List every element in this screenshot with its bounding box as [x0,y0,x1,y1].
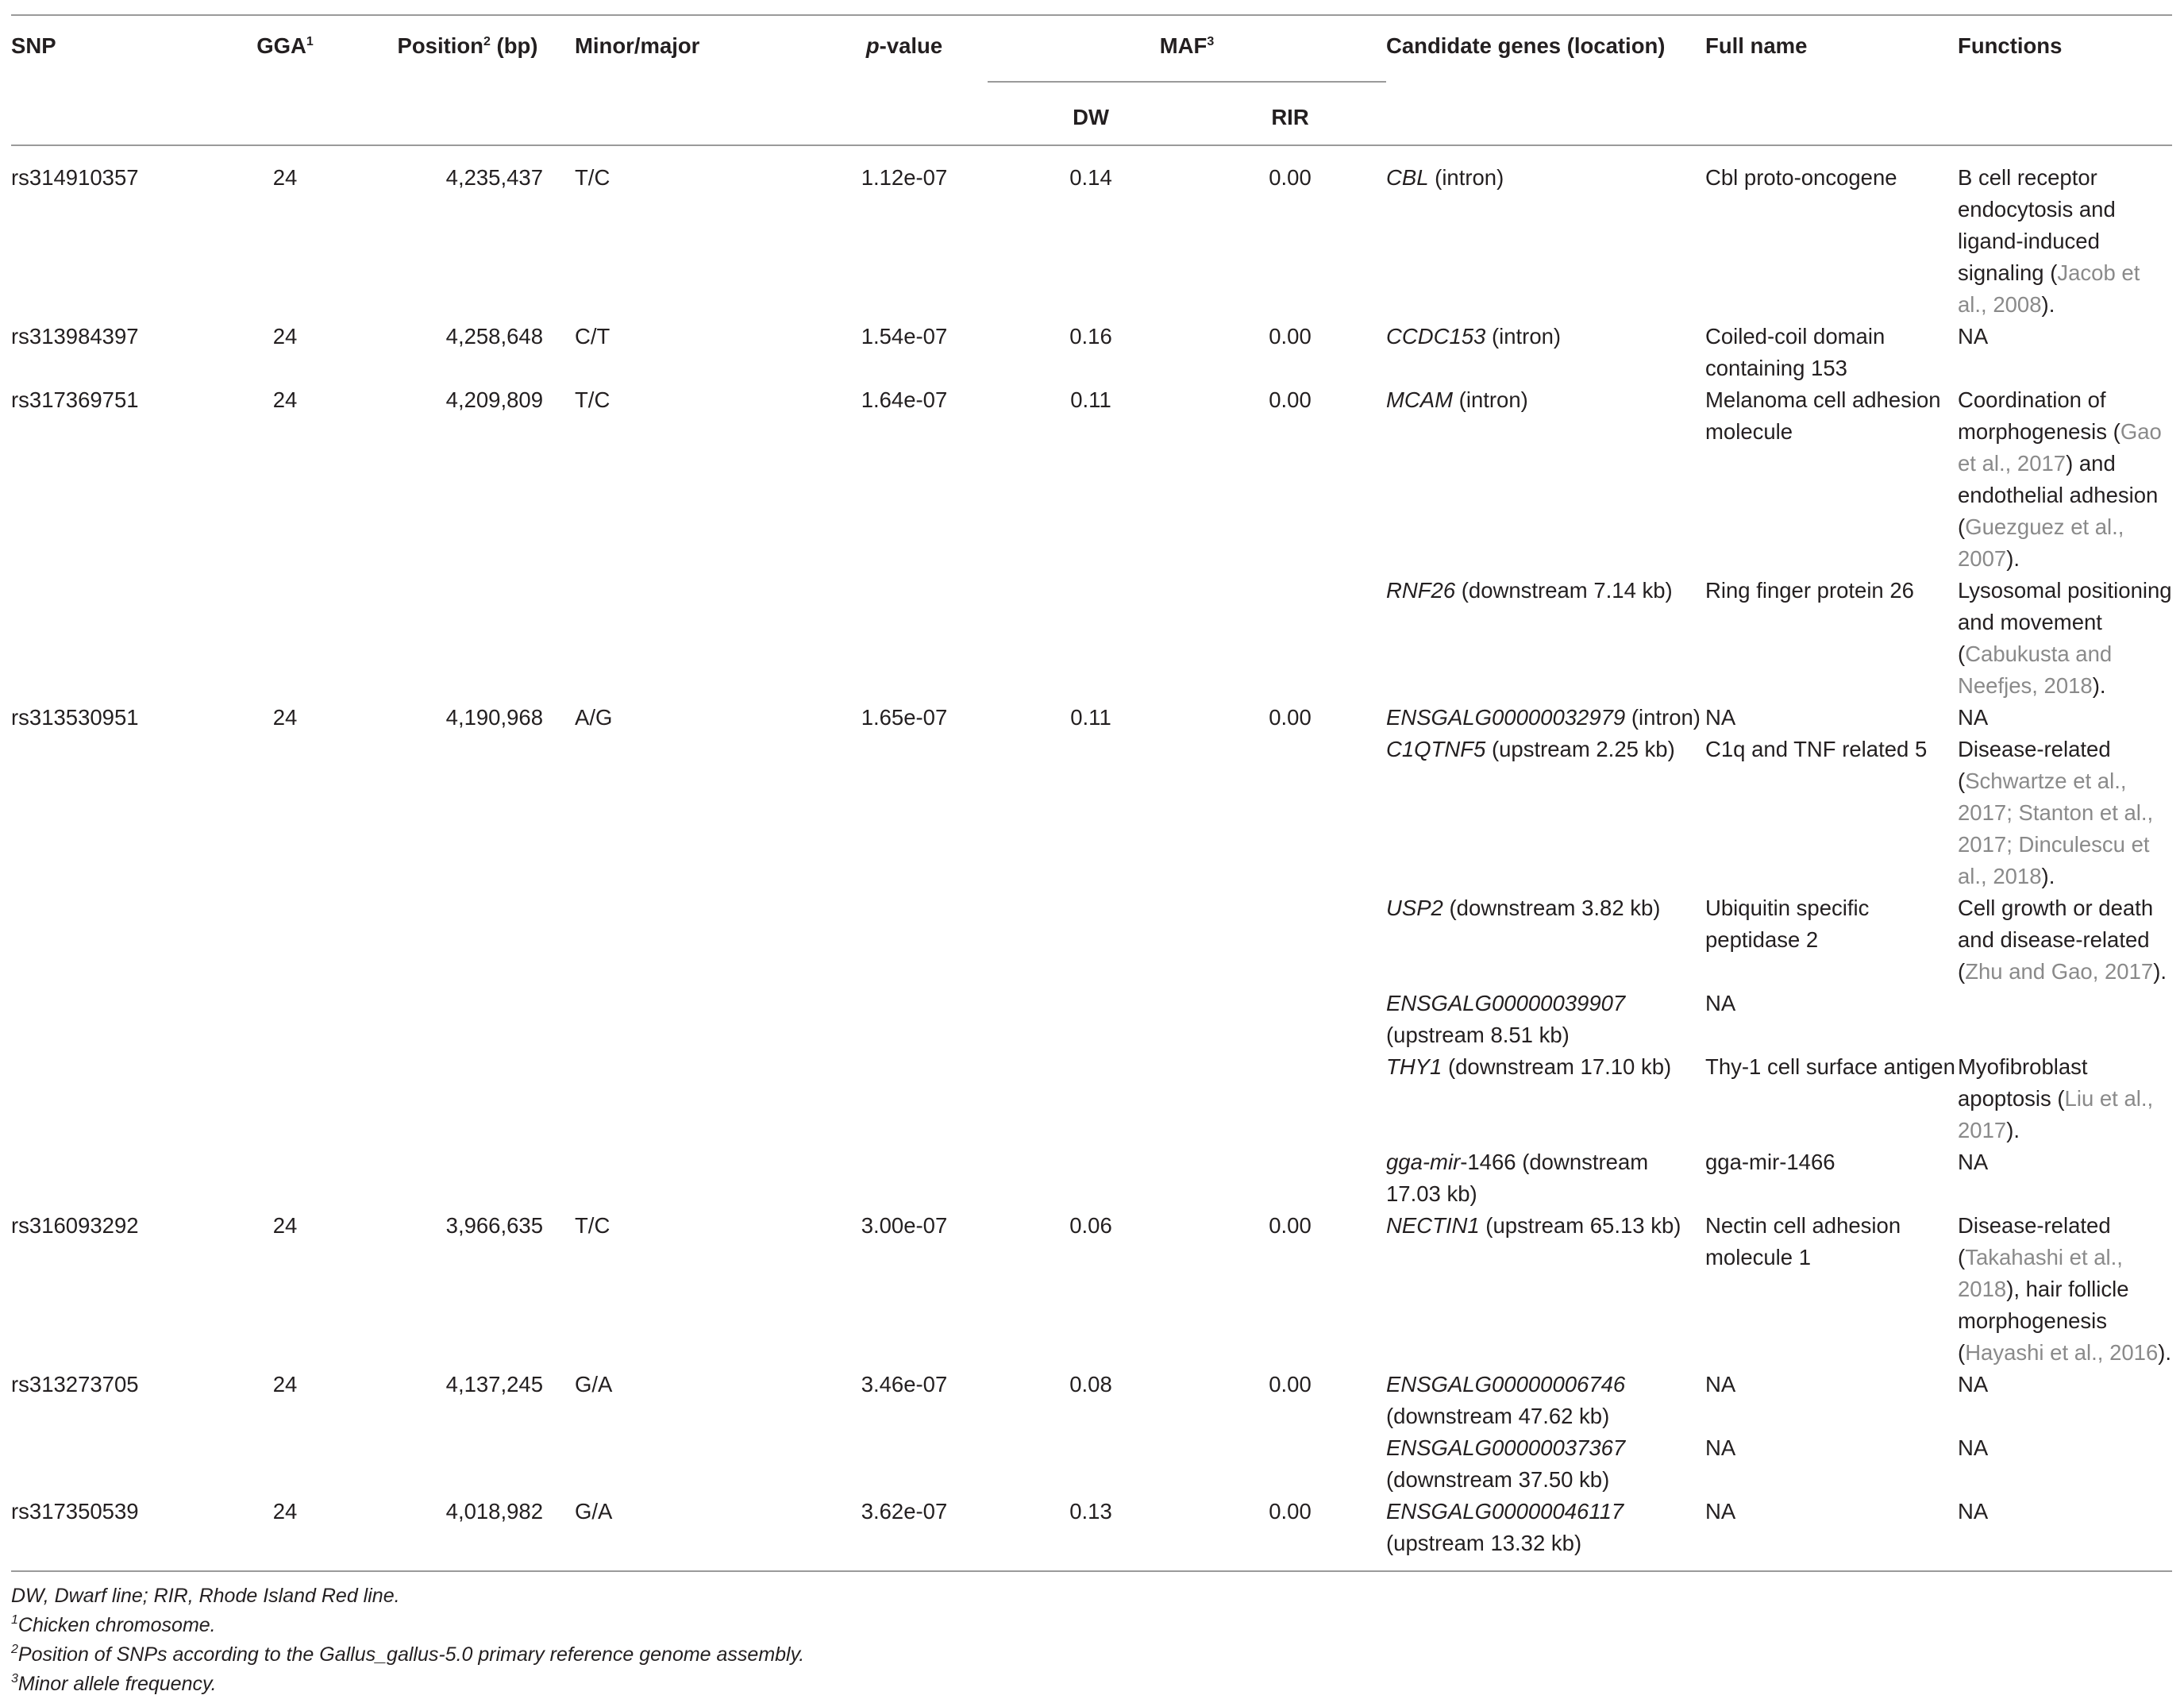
cell-gga: 24 [272,387,298,412]
citation-link[interactable]: Liu et al., 2017 [1958,1086,2154,1142]
function-text: ). [2158,1340,2172,1365]
citation-link[interactable]: Takahashi et al., 2018 [1958,1245,2123,1301]
header-snp: SNP [11,15,210,145]
cell-snp: rs316093292 [11,1213,139,1238]
function-text: NA [1958,324,1989,349]
cell-functions [1958,145,2172,321]
cell-maf-rir: 0.00 [1269,705,1312,730]
function-text: ). [2041,292,2055,317]
cell-functions [1958,575,2172,702]
cell-functions [1958,1051,2172,1146]
cell-gga: 24 [272,165,298,190]
gene-location: (upstream 2.25 kb) [1485,737,1675,761]
gene-symbol: ENSGALG00000006746 [1386,1372,1626,1397]
footnote-text: Chicken chromosome. [17,1614,216,1636]
gene-symbol: ENSGALG00000046117 [1386,1499,1624,1524]
gene-location: (intron) [1485,324,1562,349]
cell-minor-major: T/C [575,387,611,412]
header-gga: GGA$^1$ [210,15,360,145]
cell-minor-major: G/A [575,1499,613,1524]
function-text: NA [1958,1435,1989,1460]
header-row [11,15,2172,94]
cell-gga: 24 [272,1499,298,1524]
cell-candidate-gene [1386,1146,1705,1210]
cell-functions [1958,702,2172,734]
cell-minor-major: T/C [575,1213,611,1238]
cell-position: 3,966,635 [445,1213,543,1238]
gene-symbol: USP2 [1386,896,1443,920]
cell-full-name: gga-mir-1466 [1705,1150,1835,1174]
header-candidate: Candidate genes (location) [1386,15,1705,145]
cell-gga: 24 [272,705,298,730]
table-row [11,321,2172,384]
cell-full-name: Coiled-coil domain containing 153 [1705,324,1885,380]
gene-location: (downstream 3.82 kb) [1443,896,1661,920]
cell-candidate-gene [1386,734,1705,892]
citation-link[interactable]: Guezguez et al., 2007 [1958,514,2124,571]
cell-snp: rs317350539 [11,1499,139,1524]
cell-candidate-gene [1386,1369,1705,1432]
function-text: ). [2153,959,2167,984]
cell-candidate-gene [1386,892,1705,988]
gene-symbol: ENSGALG00000037367 [1386,1435,1626,1460]
cell-maf-dw: 0.13 [1069,1499,1112,1524]
gene-location: (upstream 65.13 kb) [1479,1213,1681,1238]
cell-candidate-gene [1386,1496,1705,1571]
cell-pvalue: 1.12e-07 [861,165,948,190]
table-row [11,384,2172,575]
cell-maf-rir: 0.00 [1269,324,1312,349]
cell-position: 4,190,968 [445,705,543,730]
function-text: ). [2006,1118,2020,1142]
gene-symbol: gga-mir [1386,1150,1461,1174]
cell-minor-major: A/G [575,705,613,730]
footnote-text: DW, Dwarf line; RIR, Rhode Island Red line. [11,1585,400,1607]
header-rir: RIR [1271,105,1309,129]
gene-symbol: MCAM [1386,387,1454,412]
cell-maf-dw: 0.11 [1070,387,1111,412]
cell-pvalue: 1.54e-07 [861,324,948,349]
function-text: ). [2006,546,2020,571]
cell-pvalue: 3.46e-07 [861,1372,948,1397]
function-text: NA [1958,705,1989,730]
cell-functions [1958,321,2172,384]
cell-pvalue: 3.62e-07 [861,1499,948,1524]
gene-location: (upstream 13.32 kb) [1386,1531,1582,1555]
cell-snp: rs313984397 [11,324,139,349]
gene-symbol: THY1 [1386,1054,1443,1079]
cell-candidate-gene [1386,1051,1705,1146]
gene-location: (upstream 8.51 kb) [1386,1023,1570,1047]
cell-full-name: Melanoma cell adhesion molecule [1705,387,1941,444]
footnote-marker: 1 [11,1613,18,1627]
cell-snp: rs313530951 [11,705,139,730]
footnote [11,1581,2172,1611]
gene-symbol: NECTIN1 [1386,1213,1480,1238]
function-text: Cell growth or death and disease-related ( [1958,896,2154,984]
cell-position: 4,018,982 [445,1499,543,1524]
gene-symbol: CCDC153 [1386,324,1486,349]
gene-symbol: CBL [1386,165,1429,190]
cell-maf-dw: 0.16 [1069,324,1112,349]
cell-full-name: Nectin cell adhesion molecule 1 [1705,1213,1901,1269]
cell-snp: rs313273705 [11,1372,139,1397]
function-text: NA [1958,1150,1989,1174]
cell-functions [1958,384,2172,575]
cell-minor-major: G/A [575,1372,613,1397]
cell-functions [1958,1146,2172,1210]
function-text: Myofibroblast apoptosis ( [1958,1054,2088,1111]
function-text: ), hair follicle morphogenesis ( [1958,1277,2129,1365]
cell-maf-dw: 0.14 [1069,165,1112,190]
cell-candidate-gene [1386,702,1705,734]
header-dw: DW [1073,105,1109,129]
function-text: ) and endothelial adhesion ( [1958,451,2159,539]
cell-candidate-gene [1386,321,1705,384]
cell-position: 4,209,809 [445,387,543,412]
function-text: Disease-related ( [1958,737,2111,793]
cell-pvalue: 1.64e-07 [861,387,948,412]
header-pvalue: p-value [821,15,988,145]
cell-maf-rir: 0.00 [1269,165,1312,190]
function-text: Coordination of morphogenesis ( [1958,387,2120,444]
function-text: Lysosomal positioning and movement ( [1958,578,2172,666]
cell-candidate-gene [1386,1432,1705,1496]
citation-link[interactable]: Hayashi et al., 2016 [1965,1340,2159,1365]
cell-minor-major: T/C [575,165,611,190]
cell-functions [1958,988,2172,1051]
cell-full-name: NA [1705,991,1736,1015]
cell-full-name: Thy-1 cell surface antigen [1705,1054,1955,1079]
cell-pvalue: 1.65e-07 [861,705,948,730]
citation-link[interactable]: Zhu and Gao, 2017 [1965,959,2154,984]
citation-link[interactable]: Cabukusta and Neefjes, 2018 [1958,641,2113,698]
function-text: ). [2041,864,2055,888]
cell-full-name: Ring finger protein 26 [1705,578,1914,603]
citation-link[interactable]: Gao et al., 2017 [1958,419,2162,476]
cell-maf-dw: 0.06 [1069,1213,1112,1238]
function-text: B cell receptor endocytosis and ligand-induced signaling ( [1958,165,2116,285]
gene-location: -1466 (downstream 17.03 kb) [1386,1150,1649,1206]
cell-full-name: NA [1705,1372,1736,1397]
cell-position: 4,235,437 [445,165,543,190]
footnote [11,1611,2172,1640]
footnote [11,1670,2172,1699]
cell-functions [1958,1369,2172,1432]
cell-functions [1958,1432,2172,1496]
footnote-text: Position of SNPs according to the Gallus_gallus-5.0 primary reference genome assembly. [17,1643,805,1666]
cell-candidate-gene [1386,575,1705,702]
function-text: Disease-related ( [1958,1213,2111,1269]
cell-candidate-gene [1386,1210,1705,1369]
gene-symbol: C1QTNF5 [1386,737,1486,761]
cell-full-name: Ubiquitin specific peptidase 2 [1705,896,1870,952]
cell-candidate-gene [1386,988,1705,1051]
gene-location: (downstream 17.10 kb) [1442,1054,1672,1079]
header-minor-major: Minor/major [575,15,821,145]
gene-location: (intron) [1625,705,1701,730]
gene-location: (downstream 47.62 kb) [1386,1404,1610,1428]
citation-link[interactable]: Jacob et al., 2008 [1958,260,2140,317]
cell-maf-rir: 0.00 [1269,1213,1312,1238]
footnotes-row [11,1571,2172,1699]
gene-symbol: ENSGALG00000039907 [1386,991,1626,1015]
cell-candidate-gene [1386,384,1705,575]
gene-location: (intron) [1428,165,1504,190]
table-row [11,702,2172,734]
footnote [11,1640,2172,1670]
header-maf: MAF$^3$ [988,15,1386,94]
footnotes [11,1571,2172,1699]
footnote-marker: 2 [11,1643,18,1656]
footnote-text: Minor allele frequency. [17,1673,217,1695]
maf-rule [988,81,1386,83]
gene-symbol: ENSGALG00000032979 [1386,705,1626,730]
cell-functions [1958,734,2172,892]
cell-functions [1958,892,2172,988]
cell-maf-rir: 0.00 [1269,1499,1312,1524]
gene-location: (intron) [1453,387,1528,412]
table-body [11,145,2172,1571]
cell-functions [1958,1210,2172,1369]
cell-full-name: NA [1705,1499,1736,1524]
cell-minor-major: C/T [575,324,611,349]
table-row [11,145,2172,321]
function-text: NA [1958,1372,1989,1397]
cell-snp: rs314910357 [11,165,139,190]
cell-functions [1958,1496,2172,1571]
function-text: ). [2092,673,2106,698]
table-row [11,1210,2172,1369]
citation-link[interactable]: Schwartze et al., 2017; Stanton et al., 2017; Dinculescu et al., 2018 [1958,769,2154,888]
gene-location: (downstream 37.50 kb) [1386,1467,1610,1492]
gene-symbol: RNF26 [1386,578,1456,603]
cell-position: 4,137,245 [445,1372,543,1397]
header-position: Position$^2$ (bp) [360,15,575,145]
cell-gga: 24 [272,1372,298,1397]
cell-gga: 24 [272,1213,298,1238]
cell-full-name: C1q and TNF related 5 [1705,737,1928,761]
cell-candidate-gene [1386,145,1705,321]
cell-maf-rir: 0.00 [1269,1372,1312,1397]
gene-location: (downstream 7.14 kb) [1455,578,1673,603]
cell-full-name: NA [1705,705,1736,730]
cell-gga: 24 [272,324,298,349]
table-row [11,1496,2172,1571]
cell-maf-dw: 0.08 [1069,1372,1112,1397]
table-row [11,1369,2172,1432]
cell-maf-rir: 0.00 [1269,387,1312,412]
cell-maf-dw: 0.11 [1070,705,1111,730]
cell-pvalue: 3.00e-07 [861,1213,948,1238]
header-functions: Functions [1958,15,2172,145]
cell-full-name: Cbl proto-oncogene [1705,165,1897,190]
snp-table [11,14,2172,1699]
footnote-marker: 3 [11,1672,18,1686]
cell-snp: rs317369751 [11,387,139,412]
cell-full-name: NA [1705,1435,1736,1460]
cell-position: 4,258,648 [445,324,543,349]
function-text: NA [1958,1499,1989,1524]
header-full-name: Full name [1705,15,1958,145]
